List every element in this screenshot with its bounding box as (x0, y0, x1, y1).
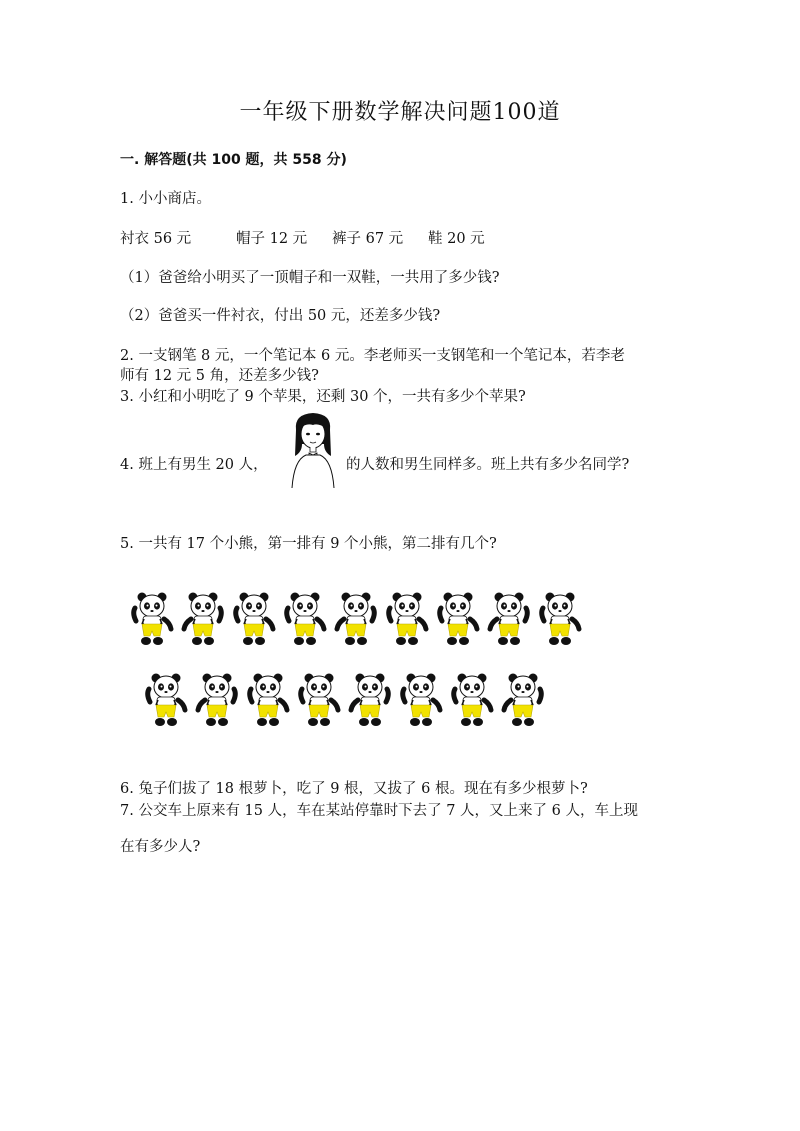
row1-panda-4 (283, 591, 327, 647)
row1-panda-2 (181, 591, 225, 647)
row1-panda-1 (130, 591, 174, 647)
row1-panda-7 (436, 591, 480, 647)
q1-item-hat: 帽子 12 元 (236, 231, 308, 247)
q1-item-shoes: 鞋 20 元 (428, 231, 485, 247)
row2-panda-8 (501, 672, 545, 728)
q2-line1: 2. 一支钢笔 8 元，一个笔记本 6 元。李老师买一支钢笔和一个笔记本，若李老 (120, 348, 625, 364)
row2-panda-4 (297, 672, 341, 728)
row2-panda-6 (399, 672, 443, 728)
row1-panda-3 (232, 591, 276, 647)
q6-text: 6. 兔子们拔了 18 根萝卜，吃了 9 根，又拔了 6 根。现在有多少根萝卜? (120, 781, 588, 797)
section-heading: 一. 解答题(共 100 题，共 558 分) (120, 152, 347, 168)
q7-line1: 7. 公交车上原来有 15 人，车在某站停靠时下去了 7 人，又上来了 6 人，车上现 (120, 803, 638, 819)
row2-panda-5 (348, 672, 392, 728)
girl-illustration (284, 410, 342, 490)
q4-text-before: 4. 班上有男生 20 人， (120, 457, 268, 473)
row1-panda-8 (487, 591, 531, 647)
q5-stem: 5. 一共有 17 个小熊，第一排有 9 个小熊，第二排有几个? (120, 536, 497, 552)
q1-stem: 1. 小小商店。 (120, 191, 211, 207)
q2-line2: 师有 12 元 5 角，还差多少钱? (120, 368, 319, 384)
page-title: 一年级下册数学解决问题100道 (239, 100, 561, 125)
row1-panda-9 (538, 591, 582, 647)
row1-panda-5 (334, 591, 378, 647)
q1-sub2: （2）爸爸买一件衬衣，付出 50 元，还差多少钱? (120, 308, 441, 324)
row2-panda-1 (144, 672, 188, 728)
row2-panda-7 (450, 672, 494, 728)
q1-item-shirt: 衬衣 56 元 (120, 231, 192, 247)
q4-text-after: 的人数和男生同样多。班上共有多少名同学? (346, 457, 630, 473)
q1-item-pants: 裤子 67 元 (332, 231, 404, 247)
row2-panda-2 (195, 672, 239, 728)
q3-text: 3. 小红和小明吃了 9 个苹果，还剩 30 个，一共有多少个苹果? (120, 389, 526, 405)
row2-panda-3 (246, 672, 290, 728)
q1-sub1: （1）爸爸给小明买了一顶帽子和一双鞋，一共用了多少钱? (120, 270, 500, 286)
q7-line2: 在有多少人? (120, 839, 201, 855)
row1-panda-6 (385, 591, 429, 647)
